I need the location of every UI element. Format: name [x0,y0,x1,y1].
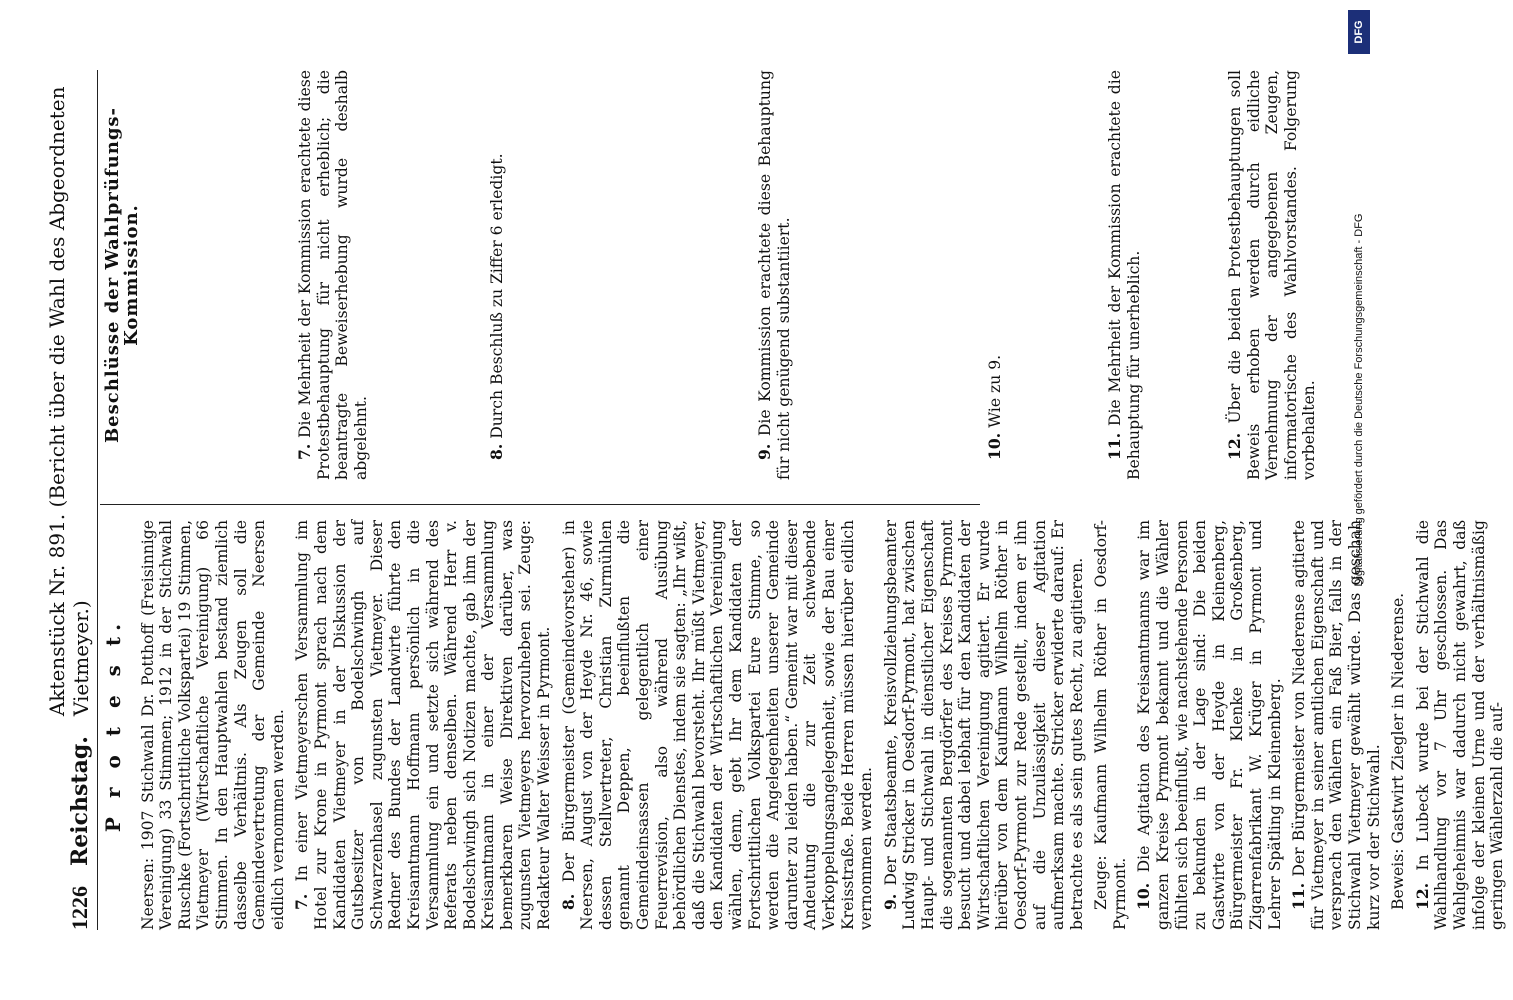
protest-title: P r o t e s t. [101,617,125,833]
protest-paragraph: 9. Der Staatsbeamte, Kreisvollziehungsbeamter Ludwig Stricker in Oesdorf-Pyrmont, hat zwischen Haupt- und Stichwahl in dienstlicher Eigenschaft die sogenannten Bergdörfer des Kreises Pyrmont besucht und dabei lebhaft für den Kandidaten der Wirtschaftlichen Vereinigung agitiert. Er wurde hierüber von dem Kaufmann Wilhelm Röther in Oesdorf-Pyrmont zur Rede gestellt, indem er ihn auf die Unzulässigkeit dieser Agitation aufmerksam machte. Stricker erwiderte darauf: Er betrachte es als sein gutes Recht, zu agitieren. [880,520,1086,930]
publication-name: Reichstag. [67,736,93,866]
digitization-credit [1345,10,1373,990]
decision-item: 8. Durch Beschluß zu Ziffer 6 erledigt. [487,153,506,460]
protest-paragraph: 10. Die Agitation des Kreisamtmanns war im ganzen Kreise Pyrmont bekannt und die Wähler fühlten sich beeinflußt, wie nachstehende Personen zu bekunden in der Lage sind: Die beiden Gastwirte von der Heyde in Kleinenberg, Bürgermeister Fr. Klenke in Großenberg, Zigarrenfabrikant W. Krüger in Pyrmont und Lehrer Spätling in Kleinenberg. [1134,520,1284,930]
protest-paragraph: Beweis: Gastwirt Ziegler in Niederense. [1389,592,1408,910]
decision-item: 11. Die Mehrheit der Kommission erachtete die Behauptung für unerheblich. [1105,70,1143,480]
protest-paragraph: 12. In Lubeck wurde bei der Stichwahl die Wahlhandlung vor 7 Uhr geschlossen. Das Wahlgeheimnis war dadurch nicht gewahrt, daß infolge der kleinen Urne und der verhältnismäßig geringen Wählerzahl die auf- [1412,520,1507,930]
protest-paragraph: 8. Der Bürgermeister (Gemeindevorsteher) in Neersen, August von der Heyde Nr. 46, sowie dessen Stellvertreter, Christian Zurmühlen genannt Deppen, beeinflußten die Gemeindeinsassen gelegentlich einer Feuerrevision, also während Ausübung behördlichen Dienstes, indem sie sagten: „Ihr wißt, daß die Stichwahl bevorsteht. Ihr müßt Vietmeyer, den Kandidaten der Wirtschaftlichen Vereinigung wählen, denn, gebt Ihr dem Kandidaten der Fortschrittlichen Volkspartei Eure Stimme, so werden die Angelegenheiten unserer Gemeinde darunter zu leiden haben.“ Gemeint war mit dieser Andeutung die zur Zeit schwebende Verkoppelungsangelegenheit, sowie der Bau einer Kreisstraße. Beide Herren müssen hierüber eidlich vernommen werden. [558,520,876,930]
decision-item: 10. Wie zu 9. [985,354,1004,460]
protest-paragraph: 7. In einer Vietmeyerschen Versammlung im Hotel zur Krone in Pyrmont sprach nach dem Kandidaten Vietmeyer in der Diskussion der Gutsbesitzer von Bodelschwingh auf Schwarzenhasel zugunsten Vietmeyer. Dieser Redner des Bundes der Landwirte führte den Kreisamtmann Hoffmann persönlich in die Versammlung ein und setzte sich während des Referats neben denselben. Während Herr v. Bodelschwingh sich Notizen machte, gab ihm der Kreisamtmann in einer der Versammlung bemerkbaren Weise Direktiven darüber, was zugunsten Vietmeyers hervorzuheben sei. Zeuge: Redakteur Walter Weisser in Pyrmont. [292,520,554,930]
protest-paragraph: 11. Der Bürgermeister von Niederense agitierte für Vietmeyer in seiner amtlichen Eigenschaft und versprach den Wählern ein Faß Bier, falls in der Stichwahl Vietmeyer gewählt würde. Das geschah kurz vor der Stichwahl. [1289,520,1383,930]
page-number: 1226 [67,886,92,930]
decision-item: 7. Die Mehrheit der Kommission erachtete diese Protestbehauptung für nicht erheblich; die beantragte Beweiserhebung wurde deshalb abgelehnt. [295,70,370,480]
decision-item: 9. Die Kommission erachtete diese Behauptung für nicht genügend substantiiert. [755,70,793,480]
commission-title: Beschlüsse der Wahlprüfungs-Kommission. [102,106,142,444]
protest-paragraph: Neersen: 1907 Stichwahl Dr. Potthoff (Freisinnige Vereinigung) 33 Stimmen; 1912 in der Stichwahl Ruschke (Fortschrittliche Volkspartei) 19 Stimmen, Vietmeyer (Wirtschaftliche Vereinigung) 66 Stimmen. In den Hauptwahlen bestand ziemlich dasselbe Verhältnis. Als Zeugen soll die Gemeindevertretung der Gemeinde Neersen eidlich vernommen werden. [138,520,287,930]
document-title: Aktenstück Nr. 891. (Bericht über die Wahl des Abgeordneten Vietmeyer.) [45,86,93,717]
decision-item: 12. Über die beiden Protestbehauptungen soll Beweis erhoben werden durch eidliche Vernehmung der angegebenen Zeugen, informatorische des Wahlvorstandes. Folgerung vorbehalten. [1225,70,1319,480]
page-header [45,70,98,930]
credit-text: Digitalisierung gefördert durch die Deutsche Forschungsgemeinschaft - DFG [1352,213,1365,587]
protest-column [101,520,1513,930]
dfg-logo-text: DFG [1352,20,1365,44]
commission-column [104,70,157,480]
column-divider [100,504,980,505]
protest-paragraph: Zeuge: Kaufmann Wilhelm Röther in Oesdorf-Pyrmont. [1092,520,1129,930]
